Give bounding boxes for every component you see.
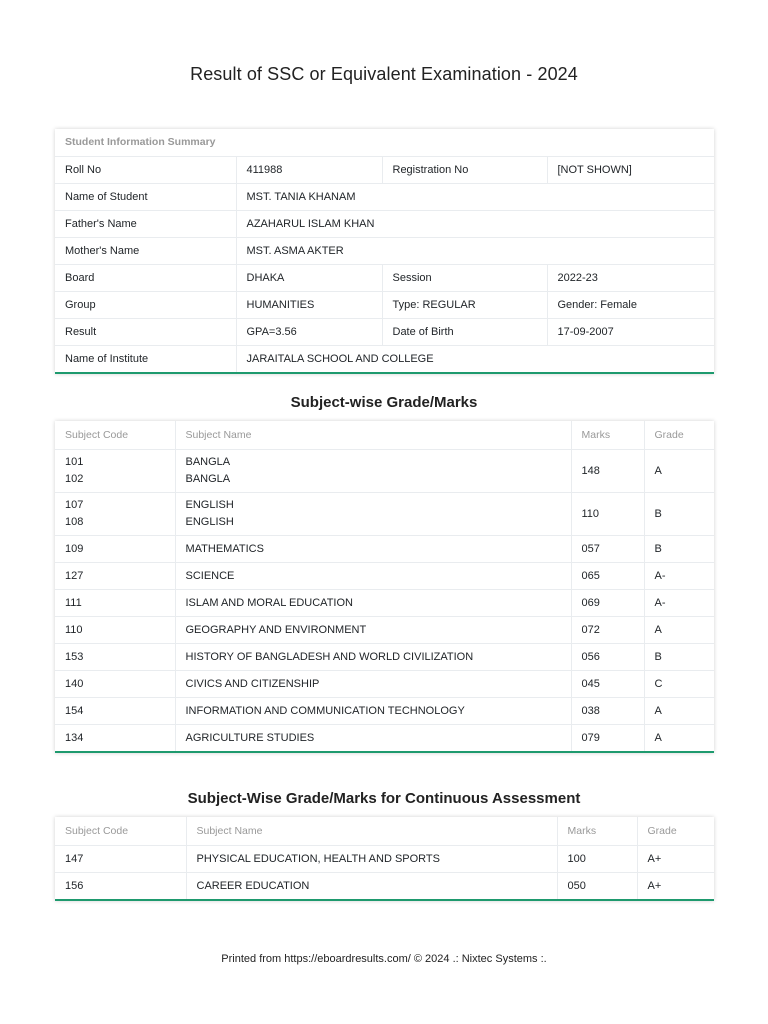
column-header-name: Subject Name — [186, 817, 557, 845]
table-row — [55, 872, 714, 899]
subject-name-line: BANGLA — [185, 472, 231, 485]
subject-marks: 056 — [571, 643, 644, 670]
subject-code: 153 — [55, 643, 175, 670]
subject-grade: C — [644, 670, 714, 697]
result-value: GPA=3.56 — [236, 318, 382, 345]
subject-grade: A+ — [637, 845, 714, 872]
table-row — [55, 724, 714, 751]
father-name-label: Father's Name — [55, 210, 236, 237]
subject-name: CAREER EDUCATION — [186, 872, 557, 899]
roll-value: 411988 — [236, 156, 382, 183]
column-header-marks: Marks — [557, 817, 637, 845]
subject-code — [55, 492, 175, 535]
subject-grade: A — [644, 449, 714, 492]
student-info-card — [55, 129, 714, 374]
subject-grade: A+ — [637, 872, 714, 899]
subject-grade: A- — [644, 562, 714, 589]
student-name-value: MST. TANIA KHANAM — [236, 183, 714, 210]
subject-name: PHYSICAL EDUCATION, HEALTH AND SPORTS — [186, 845, 557, 872]
institute-value: JARAITALA SCHOOL AND COLLEGE — [236, 345, 714, 372]
subject-grade: B — [644, 643, 714, 670]
subject-name — [175, 449, 571, 492]
subject-name — [175, 492, 571, 535]
subject-grades-heading: Subject-wise Grade/Marks — [290, 394, 478, 411]
subject-marks: 057 — [571, 535, 644, 562]
column-header-grade: Grade — [644, 421, 714, 449]
subject-code: 127 — [55, 562, 175, 589]
subject-grade: A- — [644, 589, 714, 616]
subject-grades-card — [55, 421, 714, 753]
institute-label: Name of Institute — [65, 352, 149, 365]
board-value: DHAKA — [236, 264, 382, 291]
subject-code-line: 107 — [65, 498, 84, 511]
table-row — [55, 670, 714, 697]
subject-marks: 079 — [571, 724, 644, 751]
subject-code-line: 101 — [65, 455, 84, 468]
continuous-assessment-heading: Subject-Wise Grade/Marks for Continuous Assessment — [187, 790, 581, 807]
subject-grade: B — [644, 492, 714, 535]
session-label: Session — [382, 264, 547, 291]
subject-name: INFORMATION AND COMMUNICATION TECHNOLOGY — [175, 697, 571, 724]
subject-marks: 110 — [571, 492, 644, 535]
print-footer: Printed from https://eboardresults.com/ © 2024 .: Nixtec Systems :. — [221, 953, 547, 965]
subject-code: 154 — [55, 697, 175, 724]
subject-code: 140 — [55, 670, 175, 697]
type-value: Type: REGULAR — [382, 291, 547, 318]
table-row — [55, 643, 714, 670]
subject-marks: 050 — [557, 872, 637, 899]
subject-name-line: ENGLISH — [185, 515, 234, 528]
subject-marks: 065 — [571, 562, 644, 589]
subject-code: 109 — [55, 535, 175, 562]
mother-name-label: Mother's Name — [55, 237, 236, 264]
column-header-marks: Marks — [571, 421, 644, 449]
subject-name-line: ENGLISH — [185, 498, 234, 511]
subject-name: CIVICS AND CITIZENSHIP — [175, 670, 571, 697]
column-header-grade: Grade — [637, 817, 714, 845]
table-row — [55, 697, 714, 724]
table-row — [55, 449, 714, 492]
subject-grade: B — [644, 535, 714, 562]
continuous-assessment-card — [55, 817, 714, 901]
subject-code: 110 — [55, 616, 175, 643]
subject-code-line: 102 — [65, 472, 84, 485]
dob-label: Date of Birth — [382, 318, 547, 345]
subject-code-line: 108 — [65, 515, 84, 528]
session-value: 2022-23 — [547, 264, 714, 291]
table-row — [55, 589, 714, 616]
subject-marks: 045 — [571, 670, 644, 697]
student-name-label: Name of Student — [55, 183, 236, 210]
page-title: Result of SSC or Equivalent Examination - 2024 — [190, 64, 578, 84]
subject-marks: 072 — [571, 616, 644, 643]
student-info-caption: Student Information Summary — [55, 129, 714, 156]
continuous-assessment-table — [55, 817, 714, 899]
roll-label: Roll No — [55, 156, 236, 183]
subject-name: HISTORY OF BANGLADESH AND WORLD CIVILIZATION — [175, 643, 571, 670]
student-info-table — [55, 129, 714, 372]
dob-value: 17-09-2007 — [547, 318, 714, 345]
subject-name: GEOGRAPHY AND ENVIRONMENT — [175, 616, 571, 643]
subject-grade: A — [644, 697, 714, 724]
result-label: Result — [55, 318, 236, 345]
subject-grade: A — [644, 724, 714, 751]
subject-marks: 148 — [571, 449, 644, 492]
father-name-value: AZAHARUL ISLAM KHAN — [236, 210, 714, 237]
group-label: Group — [55, 291, 236, 318]
subject-code — [55, 449, 175, 492]
registration-label: Registration No — [382, 156, 547, 183]
subject-code: 147 — [55, 845, 186, 872]
column-header-code: Subject Code — [55, 421, 175, 449]
table-row — [55, 616, 714, 643]
subject-grades-table — [55, 421, 714, 751]
column-header-code: Subject Code — [55, 817, 186, 845]
table-row — [55, 562, 714, 589]
table-row — [55, 535, 714, 562]
subject-code: 156 — [65, 879, 84, 892]
subject-grade: A — [644, 616, 714, 643]
subject-name: SCIENCE — [175, 562, 571, 589]
subject-code: 111 — [55, 589, 175, 616]
subject-name-line: BANGLA — [185, 455, 231, 468]
subject-name: MATHEMATICS — [175, 535, 571, 562]
board-label: Board — [55, 264, 236, 291]
subject-name: AGRICULTURE STUDIES — [175, 724, 571, 751]
subject-code: 134 — [65, 731, 84, 744]
column-header-name: Subject Name — [175, 421, 571, 449]
table-row — [55, 845, 714, 872]
group-value: HUMANITIES — [236, 291, 382, 318]
table-row — [55, 492, 714, 535]
gender-value: Gender: Female — [547, 291, 714, 318]
subject-marks: 069 — [571, 589, 644, 616]
subject-marks: 038 — [571, 697, 644, 724]
mother-name-value: MST. ASMA AKTER — [236, 237, 714, 264]
subject-name: ISLAM AND MORAL EDUCATION — [175, 589, 571, 616]
subject-marks: 100 — [557, 845, 637, 872]
registration-value: [NOT SHOWN] — [547, 156, 714, 183]
